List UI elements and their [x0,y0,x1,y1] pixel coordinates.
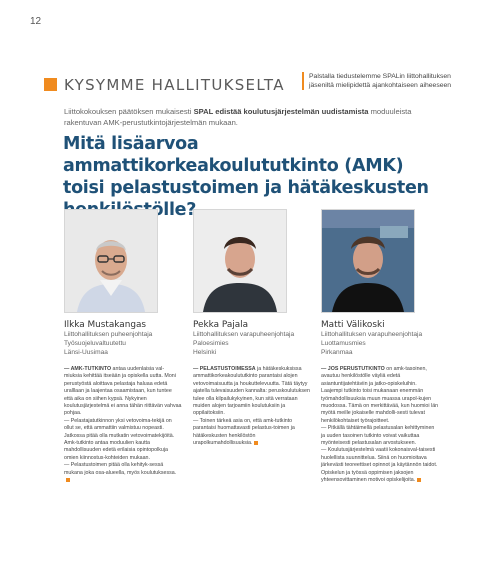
answer-text: — Pelastajatutkinnon yksi vetovoima-tekijä on ollut se, että ammattiin valmistuu nopeasti. Jatkossa pitää olla mutkatin vetovoimatekijöitä. Amk-tutkinto antaa moduulien kautta mahdollisuuden edetä erilaisia opintopolkuja omien kiinnostus-kohteiden mukaan. [64,417,175,461]
section-square-icon [44,78,57,91]
answer-paragraph [321,447,439,484]
person-name: Pekka Pajala [193,320,249,330]
answer-column-matti-valikoski [321,366,439,485]
portrait-photo [194,210,286,312]
portrait-matti-valikoski [321,209,415,313]
portrait-photo [322,210,414,312]
answer-text: ja hätäkeskuksissa ammattikorkeakoulututkinto parantaisi alojen vetovoimaisuutta ja houkuttelevuutta. Tätä täytyy ajatella tulevaisuuden kannalta: peruskoulutuksen tulee olla kilpailukykyinen, kun sitä verrataan muiden alojen tarjoamiin koulutuksiin ja oppilaitoksiin. [193,366,310,417]
section-title: KYSYMME HALLITUKSELTA [64,76,285,94]
answer-text: — Koulutusjärjestelmä vaatii kokonaisval-taisesti huolellista suunnittelua. Siinä on huomioitava järkevästi teoreettiset opinnot ja käytännön taidot. Opiskelun ja työssä oppimisen jaksojen yhteensovittaminen motivoi opiskelijoita. [321,447,438,484]
answer-lead: — AMK-TUTKINTO [64,366,112,372]
answer-lead: — JOS PERUSTUTKINTO [321,366,385,372]
person-role: Liittohallituksen varapuheenjohtaja [193,331,295,338]
person-organisation: Luottamusmies [321,339,366,347]
person-region: Pirkanmaa [321,348,353,356]
intro-before: Liittokokouksen päätöksen mukaisesti [64,107,194,116]
person-region: Helsinki [193,348,217,356]
answer-lead: — PELASTUSTOIMESSA [193,366,256,372]
answer-text: — Toinen tärkeä asia on, että amk-tutkinto parantaisi huomattavasti pelastus-toimen ja hätäkeskusten henkilöstön urapolkumahdollisuuksia. [193,417,295,447]
person-role: Liittohallituksen varapuheenjohtaja [321,331,423,338]
section-note: Palstalla tiedustelemme SPALin liittohallituksen jäseniltä mielipidettä ajankohtaiseen aiheeseen [302,72,469,90]
answer-text: — Pitkällä tähtäimellä pelastusalan kehittyminen ja uuden tasoinen tutkinto voivat vaikuttaa myönteisesti pelastusalan arvostukseen. [321,425,435,447]
answer-text: antaa uudenlaisia val-miuksia kehittää itseään ja opiskella uutta. Moni perustyöstä aloittava pelastaja haluaa edetä uralllaan ja laajentaa osaamistaan, kun tuntee että aika on siihen kypsä. Nykyinen koulutusjärjestelmä ei anna tähän riittävän vahvaa pohjaa. [64,366,182,417]
end-square-icon [66,478,70,482]
person-pekka-pajala [193,320,313,357]
person-organisation: Työsuojeluvaltuutettu [64,339,126,347]
end-square-icon [417,478,421,482]
person-ilkka-mustakangas [64,320,184,357]
person-name: Ilkka Mustakangas [64,320,147,330]
person-organisation: Paloesimies [193,339,229,347]
intro-emphasis: SPAL edistää koulutusjärjestelmän uudistamista [193,107,369,116]
person-role: Liittohallituksen puheenjohtaja [64,331,153,338]
end-square-icon [254,441,258,445]
answer-text: — Pelastustoimen pitää olla kehityk-sessä mukana joka osa-alueella, myös koulutuksessa. [64,462,177,476]
answer-paragraph [64,418,182,462]
answer-paragraph [193,366,311,418]
answer-paragraph [321,425,439,447]
answer-paragraph [321,366,439,425]
intro-paragraph [64,107,444,128]
answer-column-ilkka-mustakangas [64,366,182,485]
portrait-pekka-pajala [193,209,287,313]
section-heading [44,76,294,94]
page-number: 12 [30,16,42,27]
answer-paragraph [64,366,182,418]
person-matti-valikoski [321,320,441,357]
portrait-photo [65,210,157,312]
article-headline: Mitä lisäarvoa ammattikorkeakoulututkinto (AMK) toisi pelastustoimen ja hätäkeskusten [63,134,429,198]
answer-paragraph [193,418,311,448]
person-name: Matti Välikoski [321,320,385,330]
answer-column-pekka-pajala [193,366,311,447]
intro-after: moduuleista rakentuvan AMK-perustutkintojärjestelmän mukaan. [64,107,412,127]
person-region: Länsi-Uusimaa [64,348,108,356]
answer-paragraph [64,462,182,484]
answer-text: on amk-tasoinen, avautuu henkilöstölle väyliä edetä asiantuntijatehtäviin ja jatko-opiskeluihin. Laajempi tutkinto toisi mukanaan enemmän työmahdollisuuksia muun muassa urapol-kujen muodossa. Tämä on merkittävää, kun huomioi län myötä meille jokaiselle mahdolli-sesti tulevat henkilökohtaiset työrajoitteet. [321,366,439,424]
portrait-ilkka-mustakangas [64,209,158,313]
